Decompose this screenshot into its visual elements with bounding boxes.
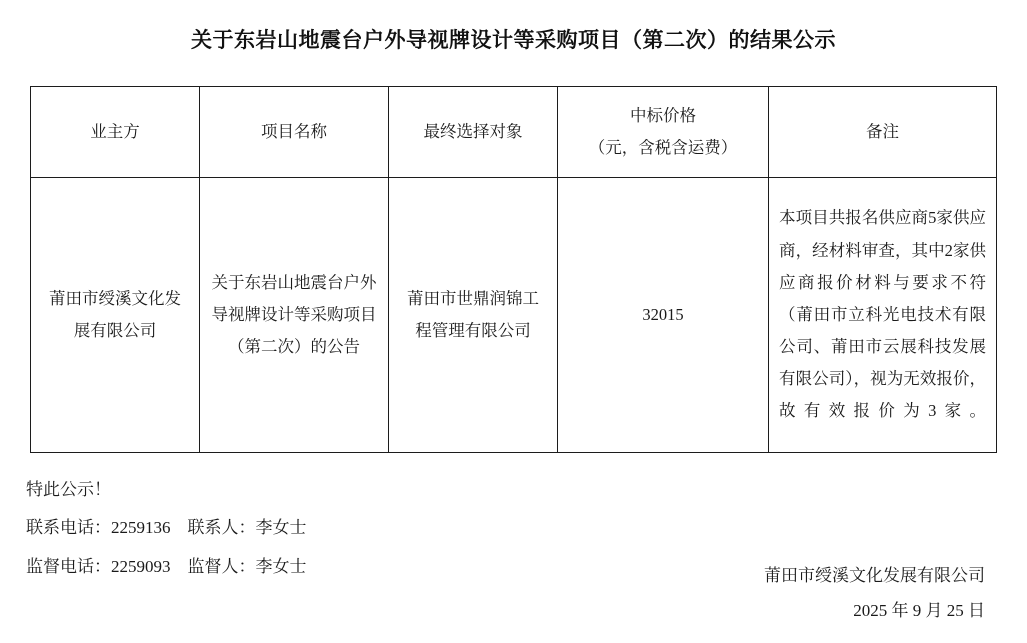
- signature-organization: 莆田市绶溪文化发展有限公司: [764, 565, 985, 585]
- column-header-winning-price-sublabel: （元，含税含运费）: [588, 138, 738, 157]
- table-header: [31, 87, 997, 178]
- table-row: [31, 178, 997, 453]
- cell-selected-supplier: 莆田市世鼎润锦工程管理有限公司: [389, 178, 558, 453]
- notice-line-1: 特此公示！: [26, 480, 111, 499]
- column-header-remark: [769, 87, 997, 178]
- notice-line-3: 监督电话：2259093 监督人：李女士: [26, 556, 307, 576]
- column-header-winning-price: [558, 87, 769, 178]
- page-title: 关于东岩山地震台户外导视牌设计等采购项目（第二次）的结果公示: [191, 29, 836, 52]
- signature-block: [764, 558, 985, 629]
- table-body: [31, 178, 997, 453]
- cell-owner: 莆田市绶溪文化发展有限公司: [31, 178, 200, 453]
- column-header-remark-label: 备注: [866, 121, 899, 141]
- column-header-project-name: [200, 87, 389, 178]
- column-header-winning-price-label: 中标价格: [630, 105, 696, 125]
- column-header-project-name-label: 项目名称: [261, 121, 327, 141]
- column-header-selected-supplier-label: 最终选择对象: [423, 121, 523, 141]
- result-table: [30, 86, 997, 453]
- column-header-owner-label: 业主方: [90, 121, 140, 141]
- column-header-owner: [31, 87, 200, 178]
- column-header-selected-supplier: [389, 87, 558, 178]
- table-header-row: [31, 87, 997, 178]
- cell-winning-price: 32015: [558, 178, 769, 453]
- cell-project-name: 关于东岩山地震台户外导视牌设计等采购项目（第二次）的公告: [200, 178, 389, 453]
- notice-line-2: 联系电话：2259136 联系人：李女士: [26, 518, 307, 538]
- cell-remark: 本项目共报名供应商5家供应商，经材料审查，其中2家供应商报价材料与要求不符（莆田市立科光电技术有限公司、莆田市云展科技发展有限公司），视为无效报价，故有效报价为3家。: [769, 178, 997, 453]
- signature-date: 2025 年 9 月 25 日: [853, 601, 985, 621]
